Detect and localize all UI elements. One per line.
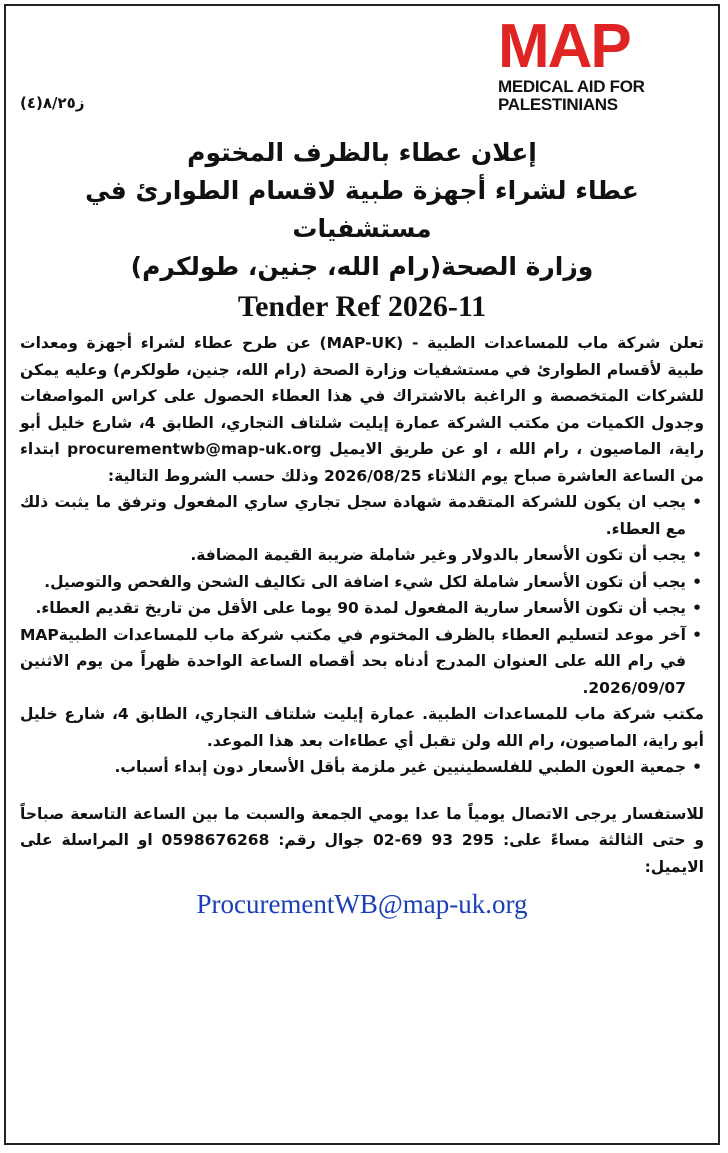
conditions-list bbox=[20, 489, 704, 701]
office-address: مكتب شركة ماب للمساعدات الطبية. عمارة إيليت شلتاف التجاري، الطابق 4، شارع خليل أبو راية، الماصيون، رام الله ولن تقبل أي عطاءات بعد هذا الموعد. bbox=[20, 705, 704, 750]
final-conditions-list bbox=[20, 754, 704, 781]
intro-paragraph: تعلن شركة ماب للمساعدات الطبية - (MAP-UK) عن طرح عطاء لشراء أجهزة ومعدات طبية لأقسام الطوارئ في مستشفيات وزارة الصحة (رام الله، جنين، طولكرم) وعليه يمكن للشركات المتخصصة و الراغبة بالاشتراك في هذا العطاء الحصول على كراس المواصفات وجدول الكميات من مكتب الشركة عمارة إيليت شلتاف التجاري، الطابق 4، شارع خليل أبو راية، الماصيون ، رام الله ، او عن طريق الايميل procurementwb@map-uk.org ابتداء من الساعة العاشرة صباح يوم الثلاثاء 2026/08/25 وذلك حسب الشروط التالية: bbox=[20, 334, 704, 485]
tender-reference: Tender Ref 2026-11 bbox=[237, 290, 487, 323]
logo-mark: MAP bbox=[498, 12, 630, 81]
heading-line-2: عطاء لشراء أجهزة طبية لاقسام الطوارئ في مستشفيات bbox=[85, 176, 639, 243]
condition-item: • يجب ان يكون للشركة المتقدمة شهادة سجل تجاري ساري المفعول وترفق ما يثبت ذلك مع العطاء. bbox=[20, 489, 686, 542]
condition-item: • يجب أن تكون الأسعار بالدولار وغير شاملة ضريبة القيمة المضافة. bbox=[20, 542, 686, 569]
condition-item: • آخر موعد لتسليم العطاء بالظرف المختوم في مكتب شركة ماب للمساعدات الطبيةMAP في رام الله على العنوان المدرج أدناه بحد أقصاه الساعة الواحدة ظهراً من يوم الاثنين 2026/09/07. bbox=[20, 622, 686, 702]
logo-line-2: PALESTINIANS bbox=[498, 95, 618, 114]
condition-item: • يجب أن تكون الأسعار سارية المفعول لمدة 90 يوما على الأقل من تاريخ تقديم العطاء. bbox=[20, 595, 686, 622]
reference-code: ز٨/٢٥(٤) bbox=[20, 94, 85, 112]
condition-item: • جمعية العون الطبي للفلسطينيين غير ملزمة بأقل الأسعار دون إبداء أسباب. bbox=[20, 754, 686, 781]
procurement-email-link[interactable]: ProcurementWB@map-uk.org bbox=[196, 889, 528, 919]
logo-line-1: MEDICAL AID FOR bbox=[498, 77, 645, 96]
map-logo bbox=[498, 12, 668, 114]
contact-paragraph: للاستفسار يرجى الاتصال يومياً ما عدا يومي الجمعة والسبت ما بين الساعة التاسعة صباحاً و حتى الثالثة مساءً على: 295 93 69-02 جوال رقم: 0598676268 او المراسلة على الايميل: bbox=[20, 804, 704, 876]
condition-item: • يجب أن تكون الأسعار شاملة لكل شيء اضافة الى تكاليف الشحن والفحص والتوصيل. bbox=[20, 569, 686, 596]
tender-announcement bbox=[4, 4, 720, 1145]
heading-line-3: وزارة الصحة(رام الله، جنين، طولكرم) bbox=[130, 252, 594, 281]
announcement-body bbox=[20, 134, 704, 922]
heading-line-1: إعلان عطاء بالظرف المختوم bbox=[187, 138, 537, 167]
